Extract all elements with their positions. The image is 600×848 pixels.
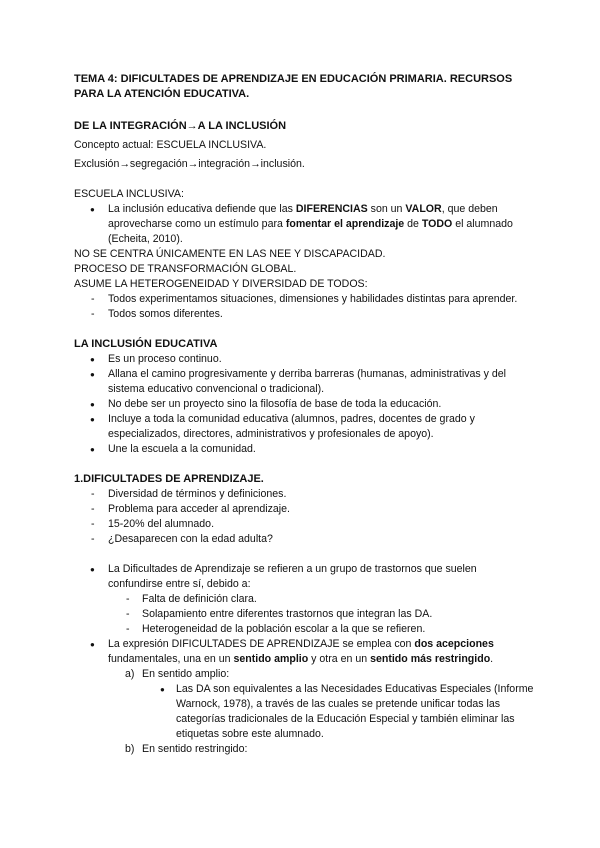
list-item: ● Allana el camino progresivamente y derriba barreras (humanas, administrativas y del sistema educativo convencional o tradicional).	[74, 367, 534, 397]
list-item: ● La inclusión educativa defiende que las DIFERENCIAS son un VALOR, que deben aprovecharse como un estímulo para fomentar el aprendizaje de TODO el alumnado (Echeita, 2010).	[74, 202, 534, 247]
list-item: - Todos somos diferentes.	[74, 307, 534, 322]
dificultades-dashes	[74, 487, 534, 547]
list-item: ● La Dificultades de Aprendizaje se refieren a un grupo de trastornos que suelen confundirse entre sí, debido a:	[74, 562, 534, 592]
escuela-line-1: NO SE CENTRA ÚNICAMENTE EN LAS NEE Y DISCAPACIDAD.	[74, 248, 386, 260]
document-page	[74, 72, 534, 757]
section-heading-dificultades: 1.DIFICULTADES DE APRENDIZAJE.	[74, 473, 264, 485]
list-item: ● Incluye a toda la comunidad educativa (alumnos, padres, docentes de grado y especializados, directores, administrativos y profesionales de apoyo).	[74, 412, 534, 442]
list-item: - Diversidad de términos y definiciones.	[74, 487, 534, 502]
list-item: - Solapamiento entre diferentes trastornos que integran las DA.	[74, 607, 534, 622]
section-heading-integracion: DE LA INTEGRACIÓN→A LA INCLUSIÓN	[74, 120, 287, 132]
section-heading-inclusion: LA INCLUSIÓN EDUCATIVA	[74, 338, 218, 350]
escuela-line-3: ASUME LA HETEROGENEIDAD Y DIVERSIDAD DE TODOS:	[74, 278, 368, 290]
list-item: ● Las DA son equivalentes a las Necesidades Educativas Especiales (Informe Warnock, 1978), a través de las cuales se pretende unificar todas las categorías tradicionales de la Educación Especial y también eliminar las etiquetas sobre este alumnado.	[74, 682, 534, 742]
escuela-line-2: PROCESO DE TRANSFORMACIÓN GLOBAL.	[74, 263, 297, 275]
list-item: - ¿Desaparecen con la edad adulta?	[74, 532, 534, 547]
list-item: a) En sentido amplio:	[125, 668, 230, 680]
escuela-dashes	[74, 292, 534, 322]
list-item: ● Une la escuela a la comunidad.	[74, 442, 534, 457]
escuela-label: ESCUELA INCLUSIVA:	[74, 188, 184, 200]
escuela-bullets	[74, 202, 534, 247]
acepciones-list-b	[74, 742, 534, 757]
list-item: b) En sentido restringido:	[125, 743, 248, 755]
list-marker: a)	[125, 668, 135, 680]
list-marker: b)	[125, 743, 135, 755]
list-item: ● No debe ser un proyecto sino la filosofía de base de toda la educación.	[74, 397, 534, 412]
list-item: - Falta de definición clara.	[74, 592, 534, 607]
list-item: ● Es un proceso continuo.	[74, 352, 534, 367]
list-item: - Todos experimentamos situaciones, dimensiones y habilidades distintas para aprender.	[74, 292, 534, 307]
acepciones-bullets	[74, 637, 534, 667]
list-item: - Problema para acceder al aprendizaje.	[74, 502, 534, 517]
list-item: - 15-20% del alumnado.	[74, 517, 534, 532]
dificultades-sub-dashes	[74, 592, 534, 637]
inclusion-bullets	[74, 352, 534, 457]
sequence-line: Exclusión→segregación→integración→inclusión.	[74, 158, 305, 170]
document-title: TEMA 4: DIFICULTADES DE APRENDIZAJE EN EDUCACIÓN PRIMARIA. RECURSOS PARA LA ATENCIÓN EDUCATIVA.	[74, 73, 513, 100]
list-item: - Heterogeneidad de la población escolar a la que se refieren.	[74, 622, 534, 637]
acepciones-list	[74, 667, 534, 682]
concept-line: Concepto actual: ESCUELA INCLUSIVA.	[74, 139, 267, 151]
dificultades-bullets	[74, 562, 534, 592]
sentido-amplio-bullets	[74, 682, 534, 742]
list-item: ● La expresión DIFICULTADES DE APRENDIZAJE se emplea con dos acepciones fundamentales, una en un sentido amplio y otra en un sentido más restringido.	[74, 637, 534, 667]
